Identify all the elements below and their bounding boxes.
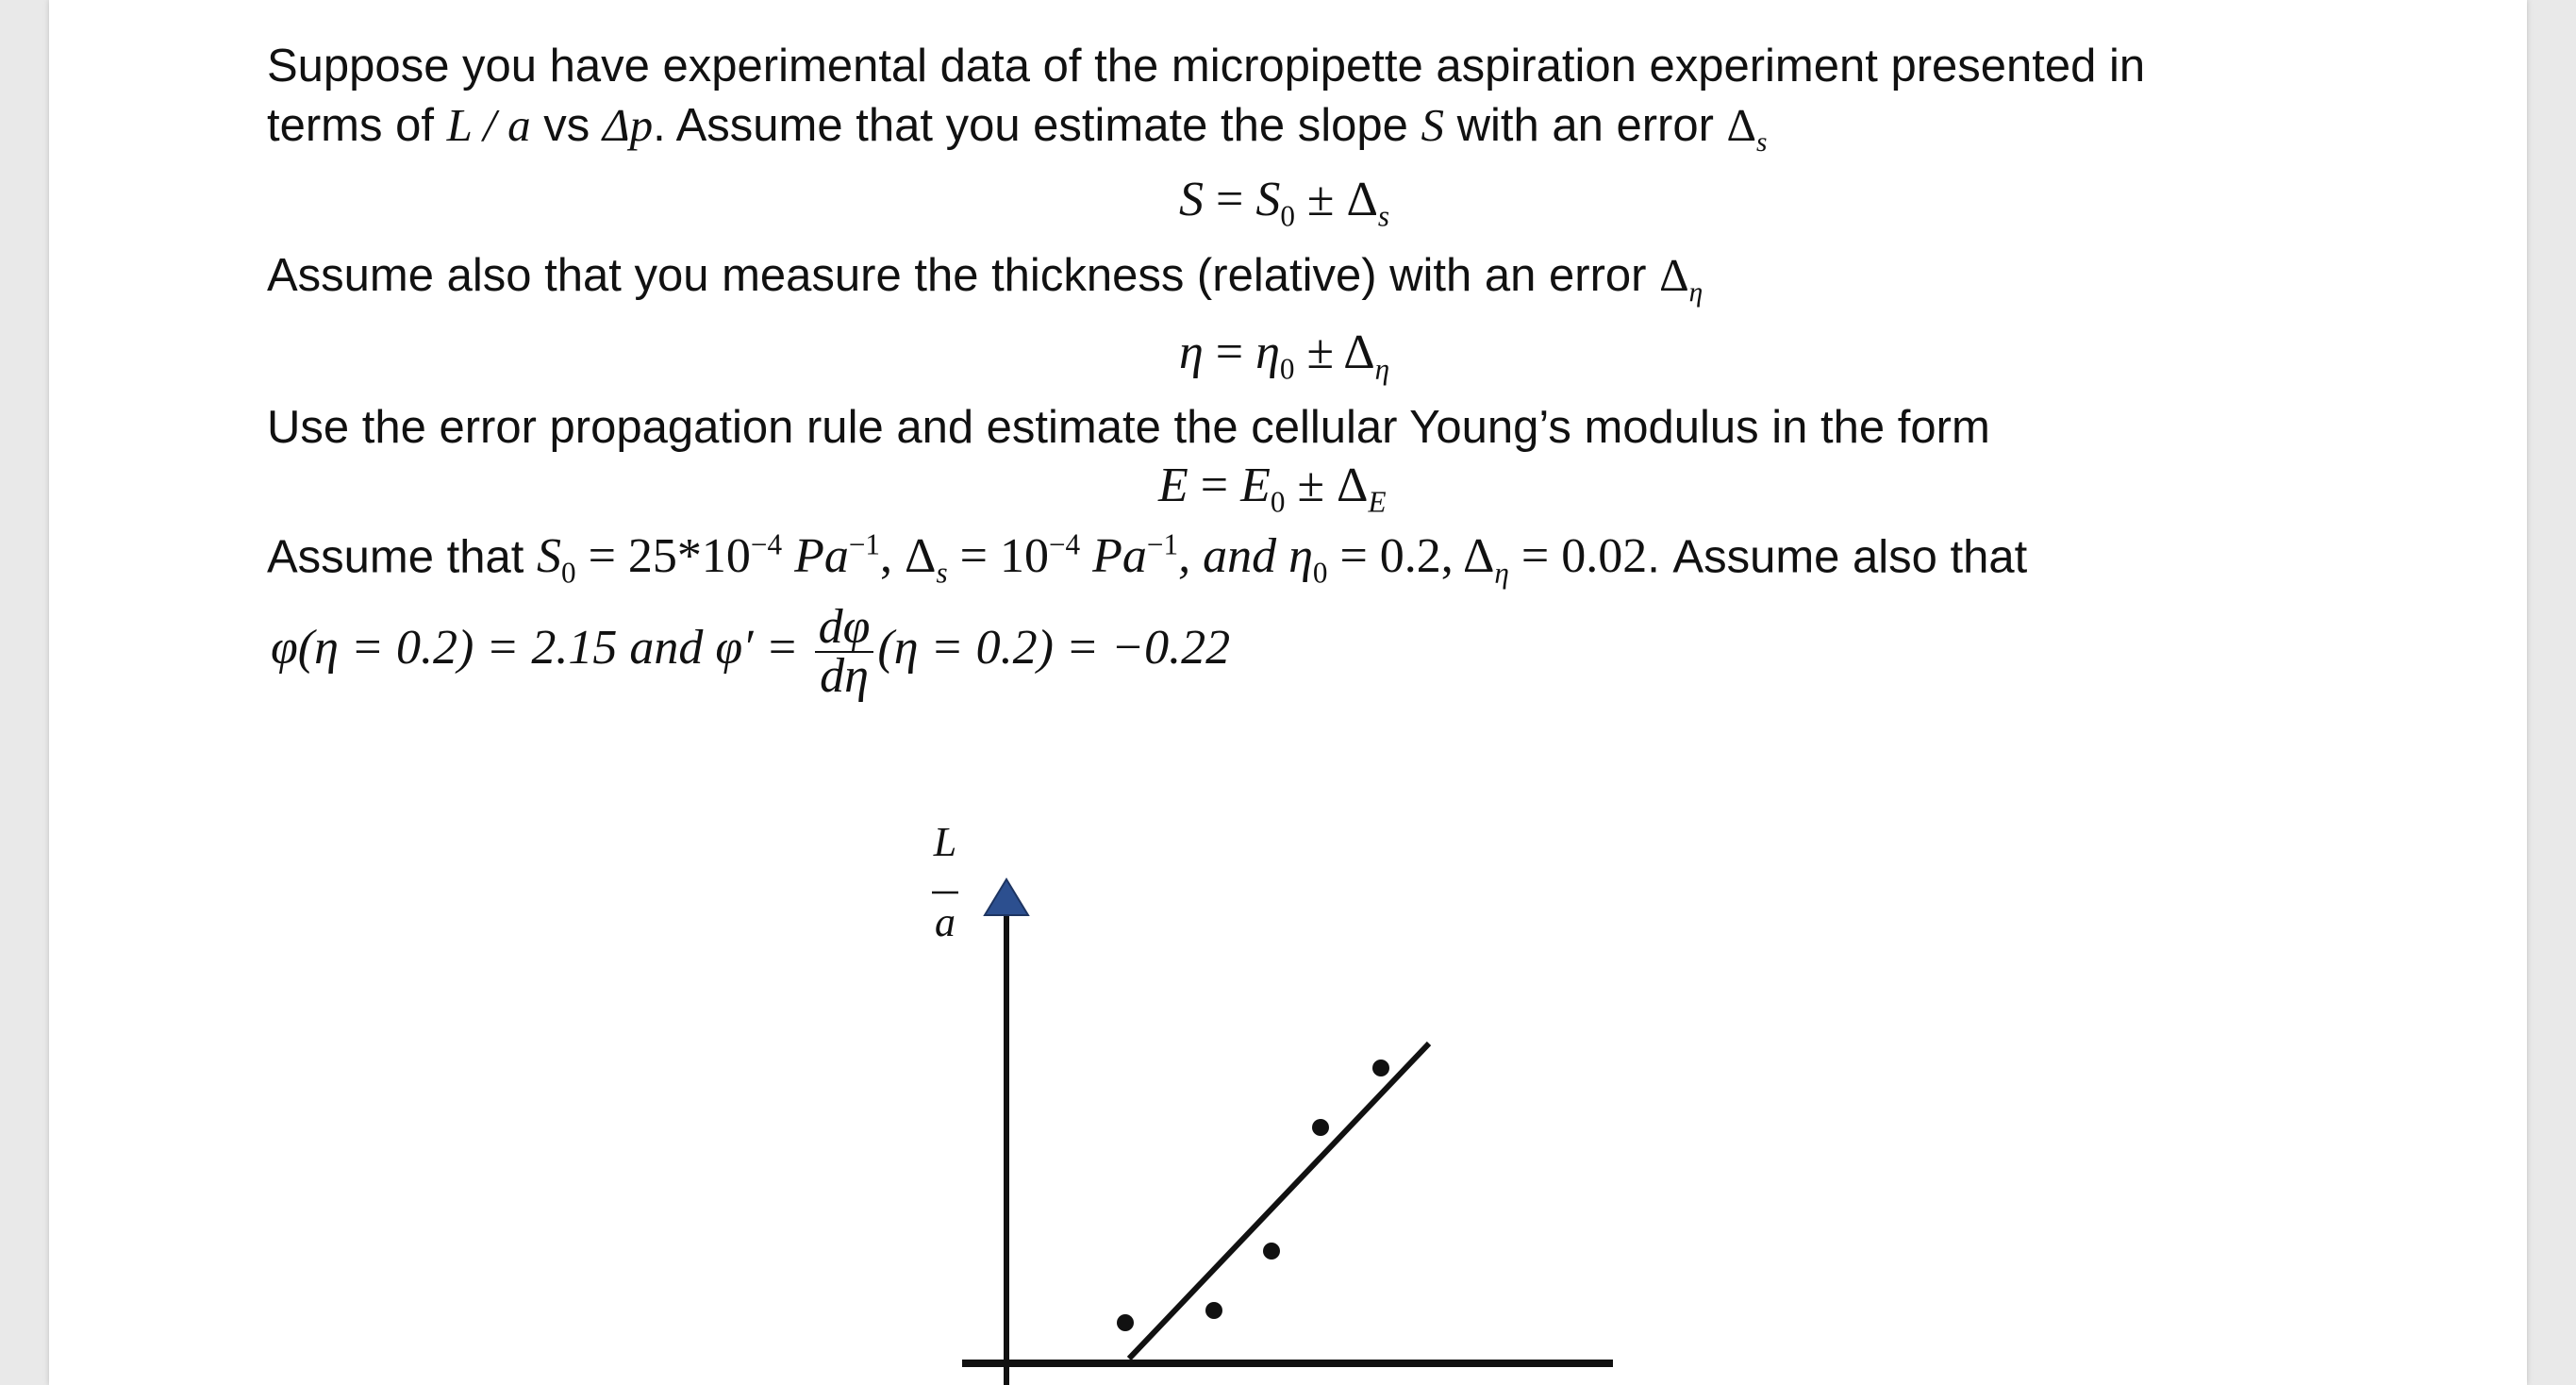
data-point [1117,1314,1134,1331]
unit: Pa [1080,529,1147,584]
plus-minus: ± [1294,173,1347,226]
text-line-4 [267,399,1990,456]
eq-err: Δ [1346,173,1378,226]
eq-lhs: E [1158,459,1188,512]
delta-s-value: = 10 [947,529,1049,584]
eq-lhs: S [1179,173,1204,226]
text-line-1 [267,38,2145,94]
plus-minus: ± [1285,459,1337,512]
text-fragment: terms of [267,100,447,151]
delta-p: Δp [602,99,654,151]
subscript: 0 [560,556,576,590]
y-label-denominator: a [935,899,956,945]
eq-rhs: E [1240,459,1271,512]
eq-lhs: η [1179,325,1204,379]
subscript: 0 [1270,485,1286,519]
subscript: η [1688,276,1703,308]
subscript: η [1374,352,1390,386]
subscript: η [1494,556,1509,590]
text-fragment: Assume that [267,531,537,583]
eq-rel: = [1188,459,1241,512]
derivative-fraction [815,600,874,703]
text-fragment: Assume also that you measure the thickness (relative) with an error [267,250,1660,301]
l-over-a: L / a [446,99,531,151]
data-point [1372,1060,1389,1076]
y-axis-arrowhead [985,879,1028,915]
thickness-error: Δ [1659,249,1689,301]
subscript: s [1377,199,1390,233]
superscript: −1 [1146,528,1179,561]
subscript: s [1756,126,1768,158]
aspiration-graph [896,821,1632,1385]
text-line-2 [267,97,1768,171]
eta0-symbol: η [1288,529,1313,584]
equation-thickness [1179,325,1389,397]
unit: Pa [782,529,849,584]
subscript: 0 [1280,199,1295,233]
superscript: −4 [750,528,783,561]
y-label-numerator: L [933,821,957,865]
text-fragment: . Assume also that [1647,531,2028,583]
plus-minus: ± [1294,325,1344,379]
slope-error: Δ [1726,99,1757,151]
phi-prime-value: (η = 0.2) = −0.22 [877,620,1231,675]
text-fragment: vs [530,100,603,151]
data-point [1205,1302,1222,1319]
subscript: 0 [1279,352,1295,386]
fit-line [1129,1043,1429,1359]
eq-rel: = [1204,173,1256,226]
fraction-numerator: dφ [815,604,874,653]
eq-err: Δ [1337,459,1369,512]
subscript: E [1368,485,1387,519]
phi-value: φ(η = 0.2) = 2.15 [271,620,618,675]
instruction-text: Use the error propagation rule and estimate the cellular Young’s modulus in the form [267,402,1990,453]
data-point [1263,1243,1280,1260]
delta-eta-value: = 0.02 [1508,529,1648,584]
text-fragment: . Assume that you estimate the slope [653,100,1421,151]
text-line-6 [271,600,1231,703]
s0-value: = 25*10 [575,529,751,584]
subscript: 0 [1312,556,1328,590]
eta0-value: = 0.2, Δ [1327,529,1495,584]
superscript: −4 [1048,528,1081,561]
eq-rhs: η [1255,325,1280,379]
phi-prime: φ′ = [715,620,811,675]
text-line-5 [267,517,2027,602]
and-word: and [617,620,716,675]
and-word: , and [1178,529,1289,584]
equation-slope [1179,172,1389,244]
superscript: −1 [848,528,881,561]
data-point [1312,1119,1329,1136]
delta-s: , Δ [880,529,937,584]
eq-rel: = [1203,325,1256,379]
eq-err: Δ [1343,325,1375,379]
fraction-denominator: dη [820,649,869,703]
text-line-3 [267,247,1703,321]
problem-intro: Suppose you have experimental data of the micropipette aspiration experiment presented in [267,41,2146,92]
given-values [536,528,1648,590]
s0-symbol: S [536,529,561,584]
text-fragment: with an error [1443,100,1727,151]
slope-symbol: S [1421,99,1444,151]
subscript: s [936,556,948,590]
eq-rhs: S [1255,173,1281,226]
